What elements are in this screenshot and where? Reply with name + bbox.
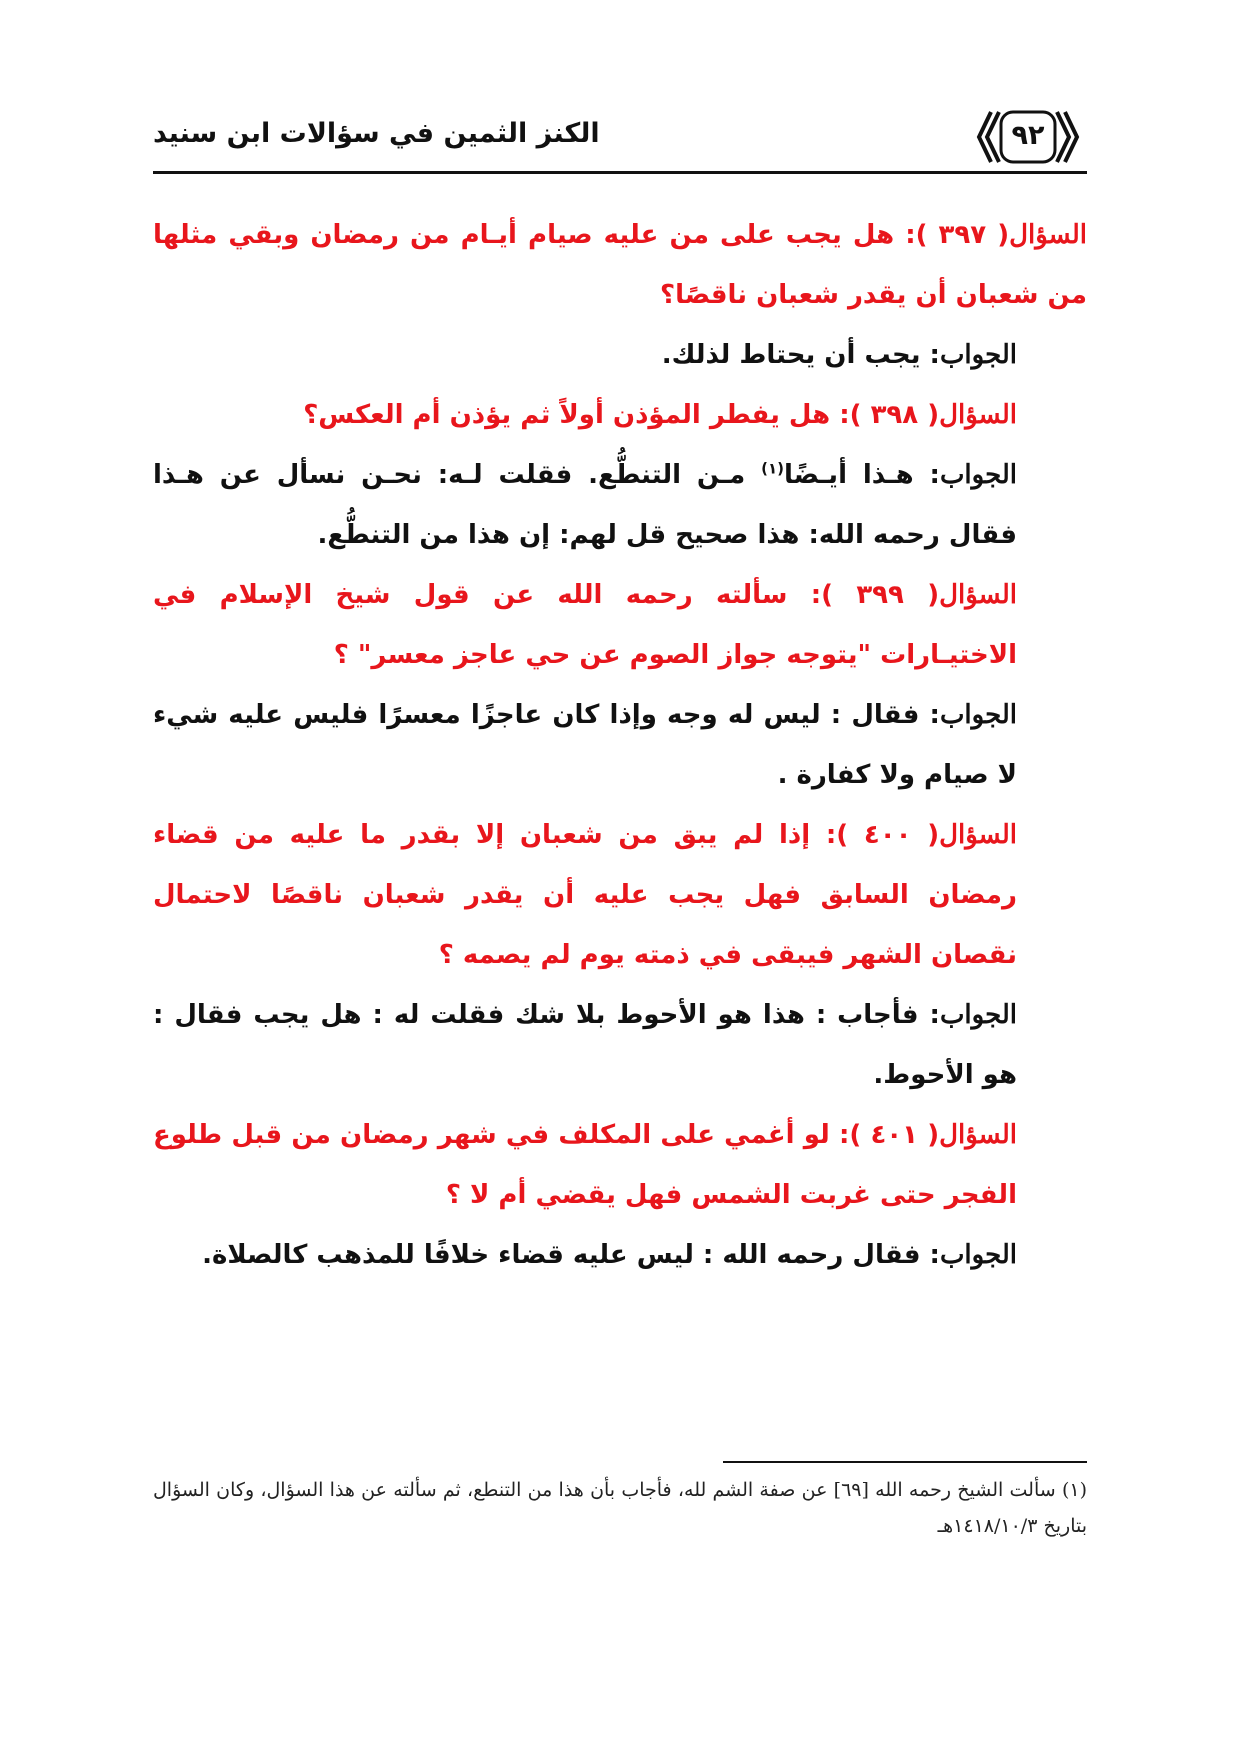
answer-text: : فأجاب : هذا هو الأحوط بلا شك فقلت له : هل يجب فقال : هو الأحوط. <box>153 1000 1017 1090</box>
answer-label: الجواب <box>939 340 1017 370</box>
footnote-separator <box>723 1461 1087 1463</box>
question-label: السؤال <box>939 820 1017 850</box>
answer-text: : فقال : ليس له وجه وإذا كان عاجزًا معسرًا فليس عليه شيء لا صيام ولا كفارة . <box>153 700 1017 790</box>
question-text: هل يجب على من عليه صيام أيـام من رمضان وبقي مثلها من شعبان أن يقدر شعبان ناقصًا؟ <box>153 220 1087 310</box>
question-text: هل يفطر المؤذن أولاً ثم يؤذن أم العكس؟ <box>303 400 840 430</box>
question-398 <box>153 385 1087 445</box>
question-number: ( ٣٩٩ ): <box>810 580 940 610</box>
question-397 <box>153 205 1087 325</box>
answer-397 <box>153 325 1087 385</box>
question-number: ( ٤٠١ ): <box>838 1120 940 1150</box>
header-rule <box>153 171 1087 174</box>
answer-399 <box>153 685 1087 805</box>
question-number: ( ٣٩٨ ): <box>839 400 940 430</box>
main-text <box>153 205 1087 1285</box>
answer-text: : يجب أن يحتاط لذلك. <box>661 340 940 370</box>
footnote-reference[interactable]: (١) <box>761 459 785 478</box>
question-text: سألته رحمه الله عن قول شيخ الإسلام في الاختيـارات "يتوجه جواز الصوم عن حي عاجز معسر" ؟ <box>153 580 1017 670</box>
page-header <box>153 108 1087 170</box>
answer-text-continued: مـن التنطُّع. فقلت لـه: نحـن نسأل عن هـذا فقال رحمه الله: هذا صحيح قل لهم: إن هذا من التنطُّع. <box>153 460 1017 550</box>
question-number: ( ٣٩٧ ): <box>905 220 1010 250</box>
question-label: السؤال <box>939 580 1017 610</box>
question-text: لو أغمي على المكلف في شهر رمضان من قبل طلوع الفجر حتى غربت الشمس فهل يقضي أم لا ؟ <box>153 1120 1017 1210</box>
question-399 <box>153 565 1087 685</box>
question-label: السؤال <box>939 1120 1017 1150</box>
question-text: إذا لم يبق من شعبان إلا بقدر ما عليه من قضاء رمضان السابق فهل يجب عليه أن يقدر شعبان ناقصًا لاحتمال نقصان الشهر فيبقى في ذمته يوم لم يصمه ؟ <box>153 820 1017 970</box>
footnote-number: (١) <box>1061 1479 1087 1501</box>
answer-label: الجواب <box>939 1240 1017 1270</box>
question-label: السؤال <box>939 400 1017 430</box>
answer-text: : فقال رحمه الله : ليس عليه قضاء خلافًا للمذهب كالصلاة. <box>202 1240 940 1270</box>
answer-400 <box>153 985 1087 1105</box>
page-number: ٩٢ <box>1011 120 1045 151</box>
question-401 <box>153 1105 1087 1225</box>
answer-label: الجواب <box>939 460 1017 490</box>
page-number-frame <box>969 108 1087 166</box>
answer-label: الجواب <box>939 700 1017 730</box>
question-400 <box>153 805 1087 985</box>
answer-398 <box>153 445 1087 565</box>
question-number: ( ٤٠٠ ): <box>825 820 940 850</box>
answer-text: : هـذا أيـضًا <box>784 460 940 490</box>
question-label: السؤال <box>1009 220 1087 250</box>
footnote-text: سألت الشيخ رحمه الله [٦٩] عن صفة الشم لله، فأجاب بأن هذا من التنطع، ثم سألته عن هذا السؤال، وكان السؤال بتاريخ ١٤١٨/١٠/٣هـ <box>153 1479 1087 1537</box>
answer-401 <box>153 1225 1087 1285</box>
running-title: الكنز الثمين في سؤالات ابن سنيد <box>153 118 600 149</box>
answer-label: الجواب <box>939 1000 1017 1030</box>
footnotes <box>153 1472 1087 1544</box>
footnote-1 <box>153 1472 1087 1544</box>
